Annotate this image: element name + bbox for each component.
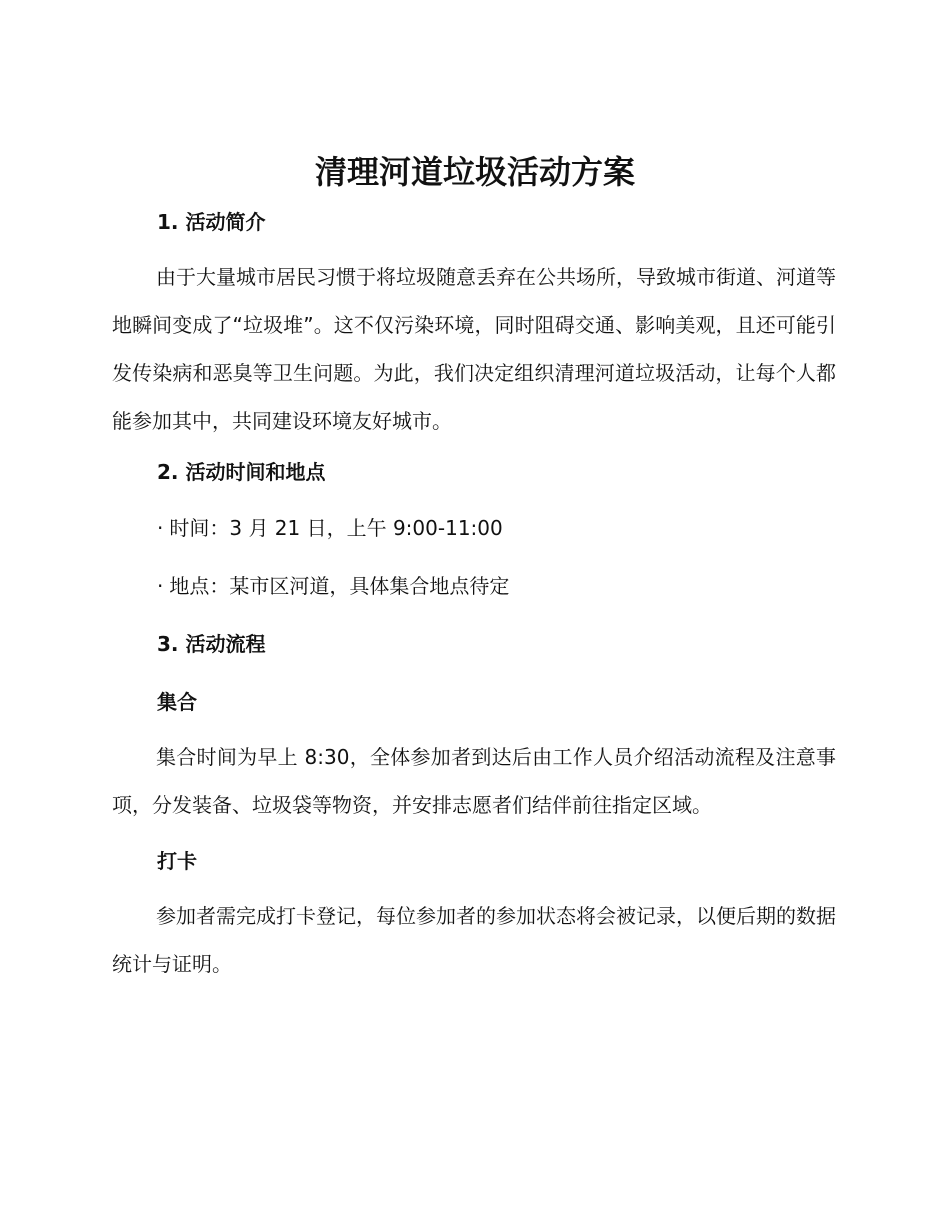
subheading-gather: 集合 bbox=[157, 690, 197, 714]
section-heading-process: 3. 活动流程 bbox=[157, 632, 266, 656]
section-heading-intro: 1. 活动简介 bbox=[157, 210, 266, 234]
bullet-place-text: 地点：某市区河道，具体集合地点待定 bbox=[169, 574, 510, 598]
bullet-time bbox=[157, 514, 503, 542]
bullet-place bbox=[157, 572, 509, 600]
bullet-time-text: 时间：3 月 21 日，上午 9:00-11:00 bbox=[169, 516, 503, 540]
intro-paragraph: 由于大量城市居民习惯于将垃圾随意丢弃在公共场所，导致城市街道、河道等地瞬间变成了“垃圾堆”。这不仅污染环境，同时阻碍交通、影响美观，且还可能引发传染病和恶臭等卫生问题。为此，我们决定组织清理河道垃圾活动，让每个人都能参加其中，共同建设环境友好城市。 bbox=[112, 265, 836, 433]
bullet-dot: · bbox=[157, 574, 164, 598]
document-title: 清理河道垃圾活动方案 bbox=[314, 153, 635, 191]
checkin-paragraph: 参加者需完成打卡登记，每位参加者的参加状态将会被记录，以便后期的数据统计与证明。 bbox=[112, 904, 836, 976]
subheading-checkin: 打卡 bbox=[157, 849, 197, 873]
section-heading-time-place: 2. 活动时间和地点 bbox=[157, 460, 326, 484]
gather-paragraph: 集合时间为早上 8:30，全体参加者到达后由工作人员介绍活动流程及注意事项，分发装备、垃圾袋等物资，并安排志愿者们结伴前往指定区域。 bbox=[112, 745, 836, 817]
bullet-dot: · bbox=[157, 516, 164, 540]
